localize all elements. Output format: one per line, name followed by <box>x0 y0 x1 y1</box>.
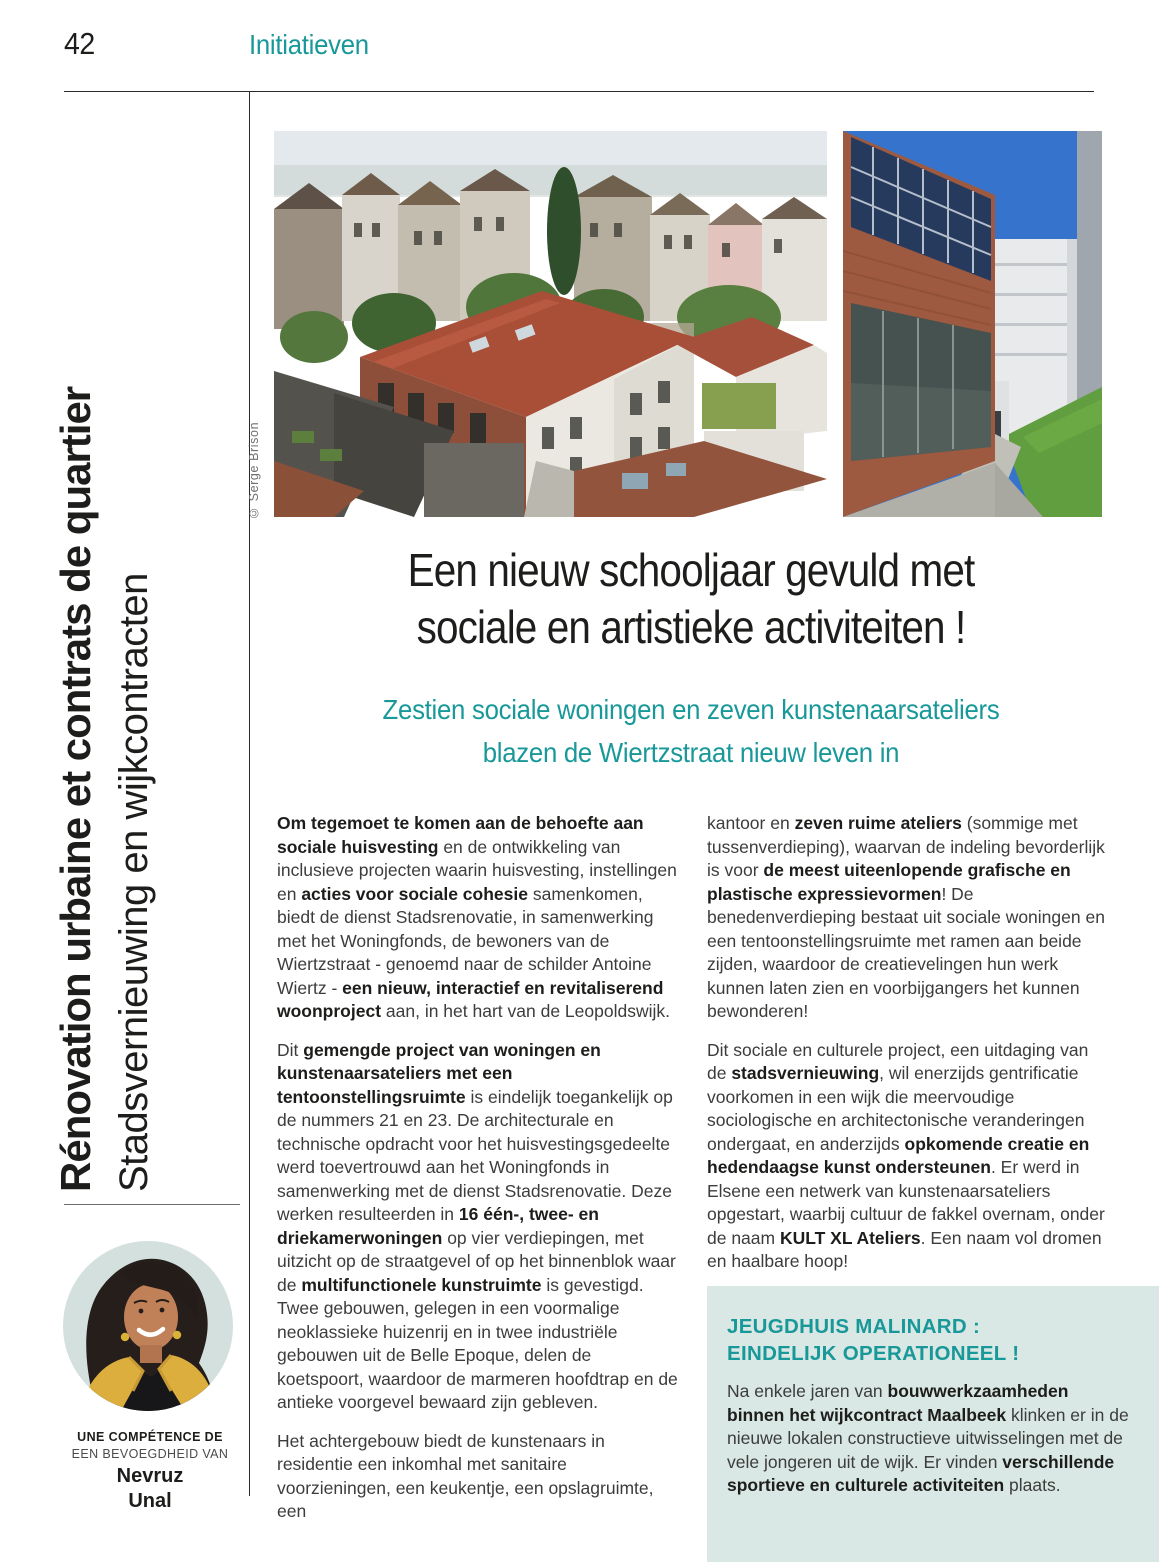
subtitle-line-1: Zestien sociale woningen en zeven kunstenaarsateliers <box>382 694 1000 725</box>
section-title: Initiatieven <box>249 29 369 60</box>
bold-text-run: stadsvernieuwing <box>731 1063 880 1083</box>
competence-label-dutch: EEN BEVOEGDHEID VAN <box>71 1447 229 1461</box>
sidebar-divider <box>249 91 250 1496</box>
competence-label-french: UNE COMPÉTENCE DE <box>77 1430 223 1444</box>
author-avatar <box>63 1241 233 1411</box>
author-first-name: Nevruz <box>116 1465 184 1487</box>
headline-line-1: Een nieuw schooljaar gevuld met <box>407 544 975 596</box>
infobox-jeugdhuis <box>707 1286 1159 1562</box>
bold-text-run: verschillende sportieve en culturele activiteiten <box>727 1451 1115 1495</box>
headline-line-2: sociale en artistieke activiteiten ! <box>416 601 966 653</box>
text-run: . Er werd in Elsene een netwerk van kunstenaarsateliers opgestart, waarbij cultuur de fakkel overnam, onder de naam <box>707 1157 1105 1248</box>
author-last-name: Unal <box>128 1490 172 1512</box>
bold-text-run: zeven ruime ateliers <box>794 813 962 833</box>
photo-credit: © Serge Brison <box>247 421 261 520</box>
paragraph <box>727 1380 1129 1498</box>
bold-text-run: multifunctionele kunstruimte <box>301 1274 542 1295</box>
text-run: Dit <box>277 1039 304 1060</box>
infobox-title-line-1: JEUGDHUIS MALINARD : <box>727 1315 981 1338</box>
author-name <box>58 1464 242 1514</box>
infobox-title-line-2: EINDELIJK OPERATIONEEL ! <box>727 1342 1020 1365</box>
text-run: samenkomen, biedt de dienst Stadsrenovatie, in samenwerking met het Woningfonds, de bewoners van de Wiertzstraat - genoemd naar de schilder Antoine Wiertz - <box>277 883 654 998</box>
text-run: (sommige met tussenverdieping), waarvan de indeling bevorderlijk is voor <box>707 813 1105 880</box>
photo-brick-facade <box>843 131 1102 517</box>
paragraph <box>707 1039 1109 1274</box>
bold-text-run: KULT XL Ateliers <box>779 1227 921 1248</box>
sidebar-title-dutch: Stadsvernieuwing en wijkcontracten <box>112 573 156 1192</box>
paragraph <box>707 812 1109 1024</box>
avatar-portrait-illustration <box>63 1241 233 1411</box>
article-column-left <box>277 812 679 1524</box>
bold-text-run: de meest uiteenlopende grafische en plastische expressievormen <box>707 860 1071 904</box>
text-run: ! De benedenverdieping bestaat uit sociale woningen en een tentoonstellingsruimte met ramen aan beide zijden, waardoor de creatievelingen hun werk kunnen laten zien en voorbijgangers het kunnen bewonderen! <box>707 883 1105 1021</box>
text-run: en de ontwikkeling van inclusieve projecten waarin huisvesting, instellingen en <box>277 836 677 904</box>
aerial-photo-illustration <box>274 131 827 517</box>
paragraph <box>277 1039 679 1415</box>
subtitle-line-2: blazen de Wiertzstraat nieuw leven in <box>482 737 900 768</box>
text-run: op vier verdiepingen, met uitzicht op de straatgevel of op het binnenblok waar de <box>277 1227 676 1295</box>
text-run: plaats. <box>1004 1475 1061 1495</box>
author-separator <box>64 1204 240 1205</box>
infobox-body <box>727 1380 1129 1498</box>
sidebar-title-french: Rénovation urbaine et contrats de quartier <box>52 386 99 1192</box>
text-run: Het achtergebouw biedt de kunstenaars in residentie een inkomhal met sanitaire voorzieningen, een keukentje, een opslagruimte, een <box>277 1430 654 1521</box>
text-run: aan, in het hart van de Leopoldswijk. <box>381 1001 670 1021</box>
text-run: Na enkele jaren van <box>727 1381 888 1401</box>
bold-text-run: acties voor sociale cohesie <box>301 883 528 904</box>
bold-text-run: 16 één-, twee- en driekamerwoningen <box>277 1204 599 1248</box>
text-run: klinken er in de nieuwe lokalen constructieve uitwisselingen met de vele jongeren uit de wijk. Er vinden <box>727 1404 1129 1472</box>
photo-aerial-courtyard <box>274 131 827 517</box>
text-run: Dit sociale en culturele project, een uitdaging van de <box>707 1039 1089 1083</box>
infobox-title <box>727 1313 1129 1367</box>
text-run: is gevestigd. Twee gebouwen, gelegen in een voormalige neoklassieke huizenrij en in twee industriële gebouwen uit de Belle Epoque, delen de koetspoort, waardoor de marmeren hoofdtrap en de antieke voorgevel bewaard zijn gebleven. <box>277 1274 678 1412</box>
text-run: . Een naam vol dromen en haalbare hoop! <box>707 1227 1102 1271</box>
article-headline <box>327 542 1056 656</box>
bold-text-run: opkomende creatie en hedendaagse kunst ondersteunen <box>707 1133 1090 1177</box>
text-run: is eindelijk toegankelijk op de nummers 21 en 23. De architecturale en technische opdracht voor het huisvestingsgedeelte werd toevertrouwd aan het Woningfonds in samenwerking met de dienst Stadsrenovatie. Deze werken resulteerden in <box>277 1086 673 1224</box>
article-column-right <box>707 812 1109 1274</box>
facade-photo-illustration <box>843 131 1102 517</box>
article-subtitle <box>310 688 1072 774</box>
text-run: , wil enerzijds gentrificatie voorkomen in een wijk die meervoudige sociologische en architectonische veranderingen ondergaat, en anderzijds <box>707 1063 1085 1154</box>
header-rule <box>64 91 1094 92</box>
paragraph <box>277 812 679 1024</box>
page-number: 42 <box>64 26 95 61</box>
bold-text-run: gemengde project van woningen en kunstenaarsateliers met een tentoonstellingsruimte <box>277 1039 601 1107</box>
bold-text-run: Om tegemoet te komen aan de behoefte aan sociale huisvesting <box>277 813 644 857</box>
paragraph <box>277 1430 679 1524</box>
text-run: kantoor en <box>707 813 795 833</box>
bold-text-run: een nieuw, interactief en revitaliserend woonproject <box>277 977 664 1021</box>
bold-text-run: bouwwerkzaamheden binnen het wijkcontract Maalbeek <box>727 1381 1069 1425</box>
